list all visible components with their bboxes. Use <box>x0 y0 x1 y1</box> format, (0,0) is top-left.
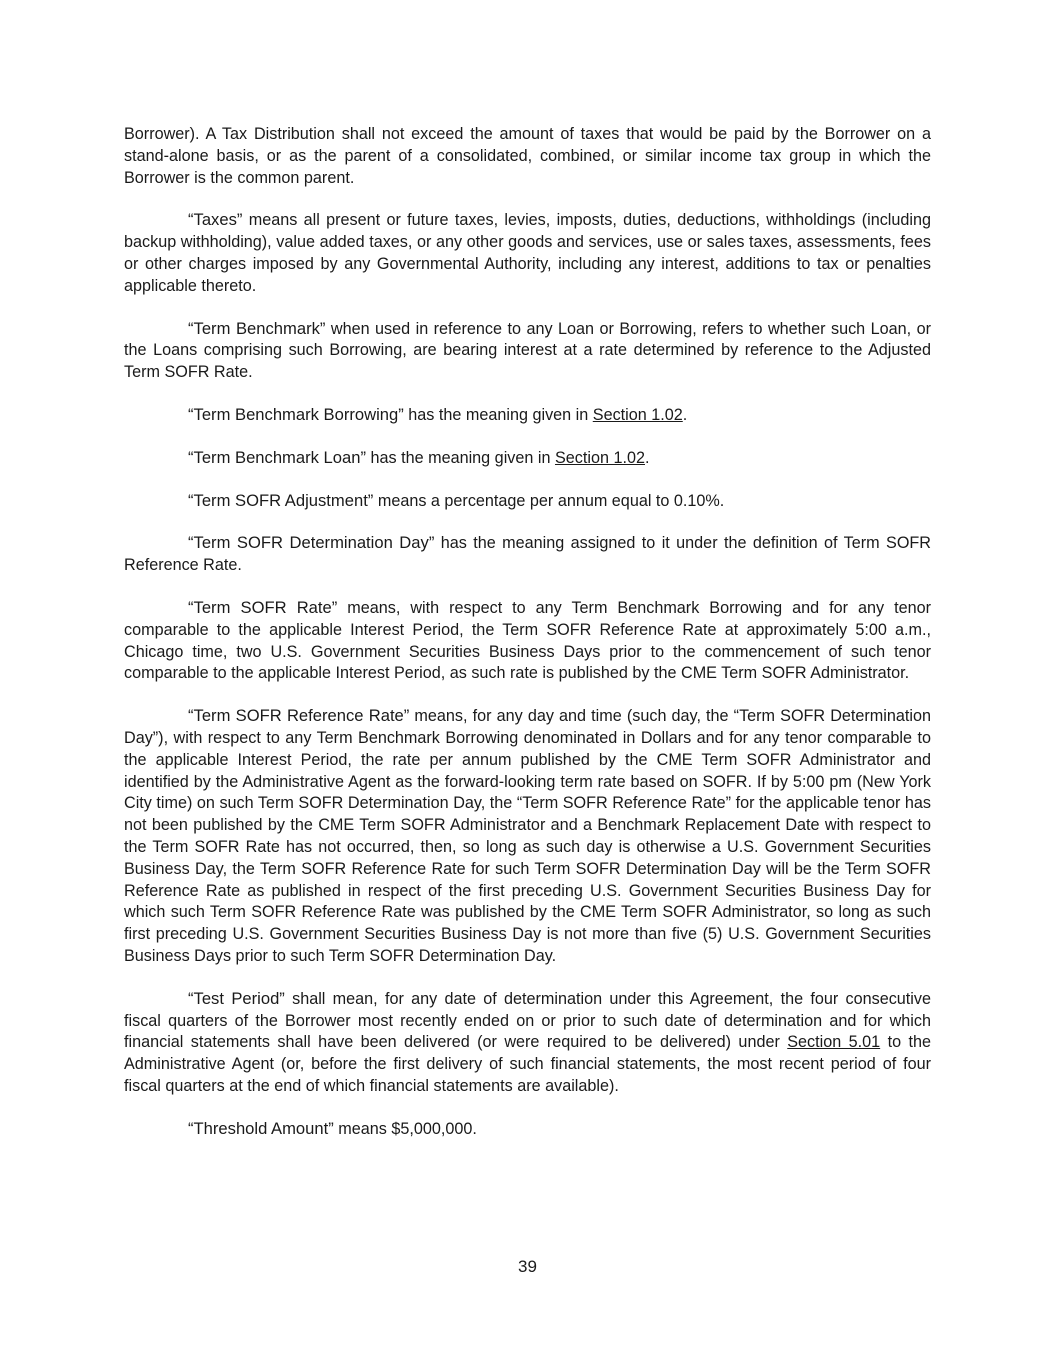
definition-body: means $5,000,000. <box>333 1119 477 1138</box>
definition-body: means, for any day and time (such day, the “Term SOFR Determination Day”), with respect to any Term Benchmark Borrowing denominated in Dollars and for any tenor comparable to the applicable Interest Period, the rate per annum published by the CME Term SOFR Administrator and identified by the Administrative Agent as the forward-looking term rate based on SOFR. If by 5:00 pm (New York City time) on such Term SOFR Determination Day, the “Term SOFR Reference Rate” for the applicable tenor has not been published by the CME Term SOFR Administrator and a Benchmark Replacement Date with respect to the Term SOFR Rate has not occurred, then, so long as such day is otherwise a U.S. Government Securities Business Day, the Term SOFR Reference Rate for such Term SOFR Determination Day will be the Term SOFR Reference Rate as published in respect of the first preceding U.S. Government Securities Business Day for which such Term SOFR Reference Rate was published by the CME Term SOFR Administrator, so long as such first preceding U.S. Government Securities Business Day is not more than five (5) U.S. Government Securities Business Days prior to such Term SOFR Determination Day. <box>124 707 931 965</box>
defined-term: “Term SOFR Reference Rate” <box>188 706 410 726</box>
definition-body: means a percentage per annum equal to 0.10%. <box>373 491 725 510</box>
defined-term: “Term Benchmark Loan” <box>188 447 366 467</box>
definition-threshold-amount <box>124 1118 931 1141</box>
defined-term: “Term Benchmark” <box>188 318 326 338</box>
definition-taxes <box>124 209 931 297</box>
definition-tail: . <box>682 405 688 424</box>
section-reference-link[interactable]: Section 1.02 <box>592 405 683 424</box>
page-number: 39 <box>518 1257 537 1276</box>
definition-term-sofr-rate <box>124 597 931 685</box>
definition-body: has the meaning assigned to it under the definition of Term SOFR Reference Rate. <box>124 534 931 575</box>
definition-body: when used in reference to any Loan or Borrowing, refers to whether such Loan, or the Loans comprising such Borrowing, are bearing interest at a rate determined by reference to the Adjusted Term SOFR Rate. <box>124 319 931 382</box>
definition-body: shall mean, for any date of determination under this Agreement, the four consecutive fiscal quarters of the Borrower most recently ended on or prior to such date of determination and for which financial statements shall have been delivered (or were required to be delivered) under <box>124 989 931 1052</box>
definition-tail: . <box>644 448 650 467</box>
defined-term: “Threshold Amount” <box>188 1118 334 1138</box>
paragraph-text: Borrower). A Tax Distribution shall not exceed the amount of taxes that would be paid by the Borrower on a stand-alone basis, or as the parent of a consolidated, combined, or similar income tax group in which the Borrower is the common parent. <box>124 125 931 187</box>
document-body <box>124 124 931 1160</box>
definition-term-benchmark-loan <box>124 447 931 470</box>
definition-body: means, with respect to any Term Benchmark Borrowing and for any tenor comparable to the applicable Interest Period, the Term SOFR Reference Rate at approximately 5:00 a.m., Chicago time, two U.S. Government Securities Business Days prior to the commencement of such tenor comparable to the applicable Interest Period, as such rate is published by the CME Term SOFR Administrator. <box>124 598 931 683</box>
definition-body: means all present or future taxes, levies, imposts, duties, deductions, withholdings (including backup withholding), value added taxes, or any other goods and services, use or sales taxes, assessments, fees or other charges imposed by any Governmental Authority, including any interest, additions to tax or penalties applicable thereto. <box>124 211 931 295</box>
definition-body: has the meaning given in <box>403 405 593 424</box>
definition-term-sofr-reference-rate <box>124 705 931 968</box>
definition-tail: to the Administrative Agent (or, before the first delivery of such financial statements, the most recent period of four fiscal quarters at the end of which financial statements are available). <box>124 1033 931 1095</box>
defined-term: “Term Benchmark Borrowing” <box>188 404 404 424</box>
definition-term-benchmark <box>124 318 931 384</box>
defined-term: “Term SOFR Determination Day” <box>188 533 435 553</box>
definition-term-benchmark-borrowing <box>124 404 931 427</box>
definition-body: has the meaning given in <box>366 448 555 467</box>
definition-term-sofr-determination-day <box>124 532 931 577</box>
definition-term-sofr-adjustment <box>124 490 931 513</box>
defined-term: “Term SOFR Rate” <box>188 597 338 617</box>
defined-term: “Taxes” <box>188 210 243 230</box>
paragraph-tax-distribution-continued <box>124 124 931 189</box>
defined-term: “Test Period” <box>188 988 285 1008</box>
defined-term: “Term SOFR Adjustment” <box>188 490 374 510</box>
section-reference-link[interactable]: Section 1.02 <box>554 448 645 467</box>
section-reference-link[interactable]: Section 5.01 <box>787 1033 881 1052</box>
definition-test-period <box>124 988 931 1098</box>
